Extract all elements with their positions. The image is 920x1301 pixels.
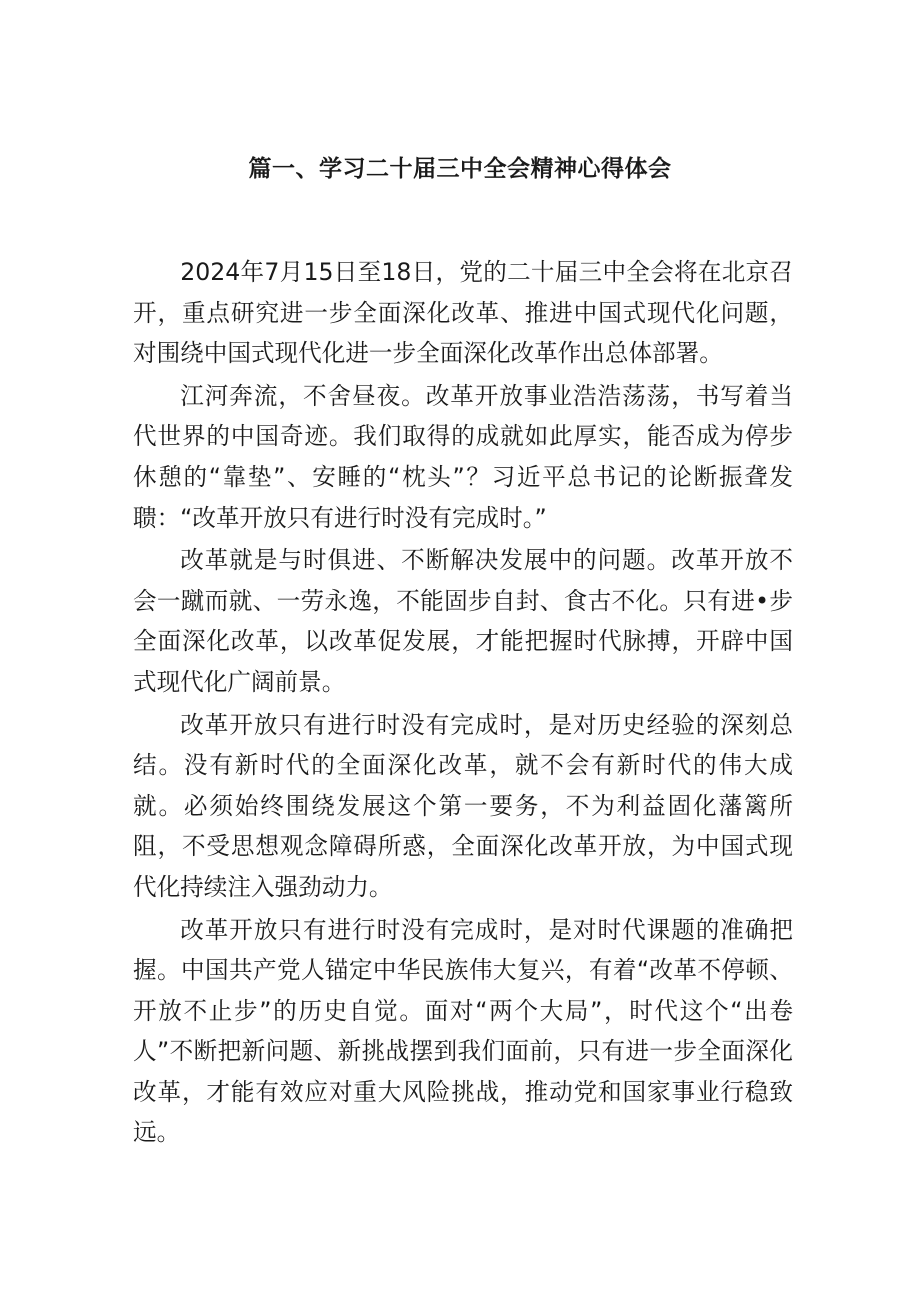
paragraph-5: 改革开放只有进行时没有完成时，是对时代课题的准确把握。中国共产党人锚定中华民族伟大复兴，有着“改革不停顿、开放不止步”的历史自觉。面对“两个大局”，时代这个“出卷人”不断把新问题、新挑战摆到我们面前，只有进一步全面深化改革，才能有效应对重大风险挑战，推动党和国家事业行稳致远。 (133, 915, 793, 1147)
paragraph-2: 江河奔流，不舍昼夜。改革开放事业浩浩荡荡，书写着当代世界的中国奇迹。我们取得的成就如此厚实，能否成为停步休憩的“靠垫”、安睡的“枕头”？习近平总书记的论断振聋发聩：“改革开放只有进行时没有完成时。” (133, 381, 793, 532)
paragraph-4: 改革开放只有进行时没有完成时，是对历史经验的深刻总结。没有新时代的全面深化改革，就不会有新时代的伟大成就。必须始终围绕发展这个第一要务，不为利益固化藩篱所阻，不受思想观念障碍所惑，全面深化改革开放，为中国式现代化持续注入强劲动力。 (133, 710, 793, 901)
document-title: 篇一、学习二十届三中全会精神心得体会 (248, 156, 672, 182)
paragraph-3: 改革就是与时俱进、不断解决发展中的问题。改革开放不会一蹴而就、一劳永逸，不能固步自封、食古不化。只有进•步全面深化改革，以改革促发展，才能把握时代脉搏，开辟中国式现代化广阔前景。 (133, 546, 793, 696)
document-body (133, 252, 793, 1155)
paragraph-1: 2024年7月15日至18日，党的二十届三中全会将在北京召开，重点研究进一步全面深化改革、推进中国式现代化问题，对围绕中国式现代化进一步全面深化改革作出总体部署。 (133, 258, 793, 368)
